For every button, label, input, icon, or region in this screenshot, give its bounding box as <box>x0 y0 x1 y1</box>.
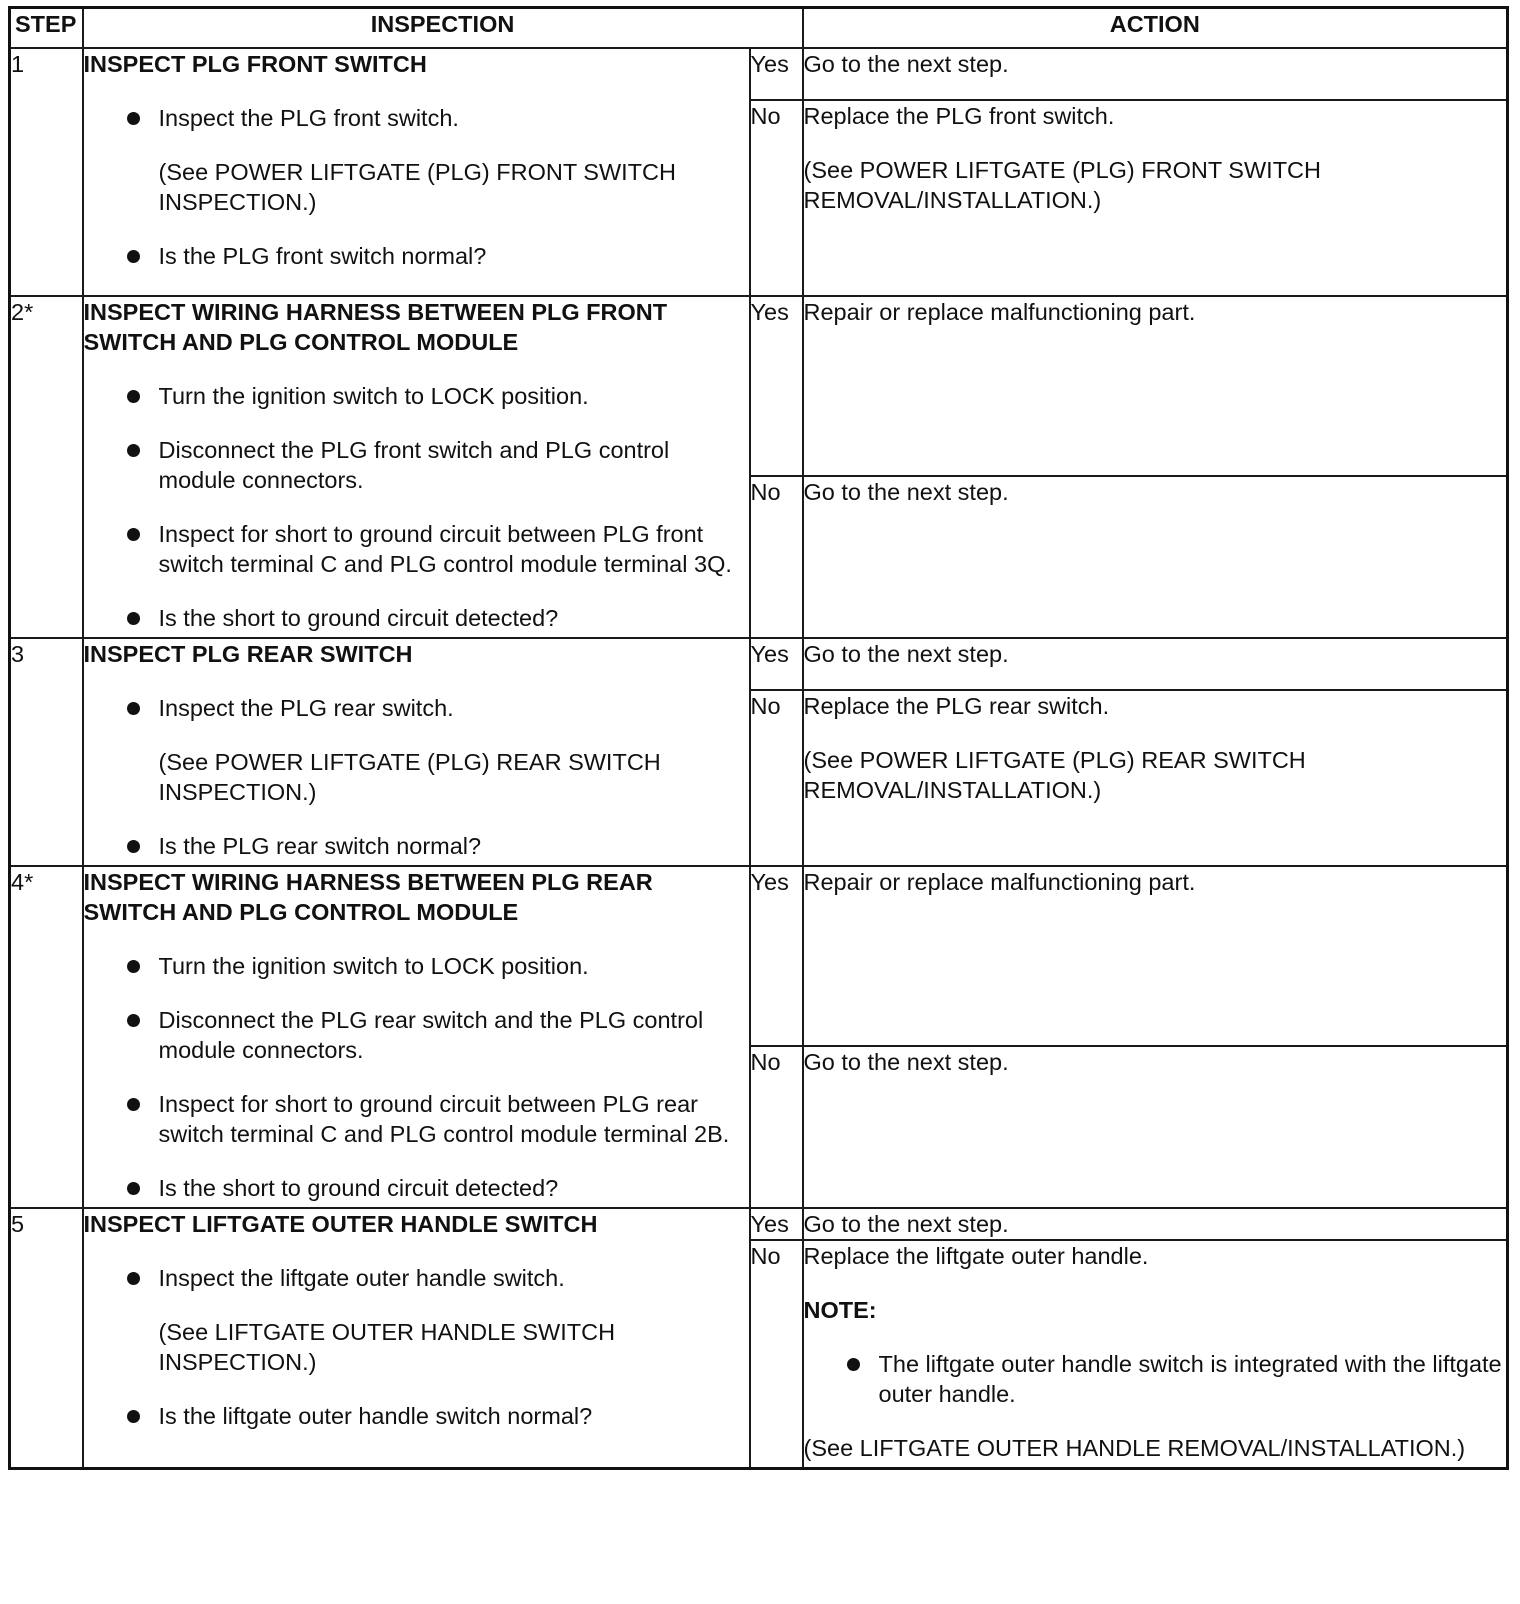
step-title: INSPECT LIFTGATE OUTER HANDLE SWITCH <box>83 1211 598 1237</box>
no-action: Go to the next step. <box>803 476 1508 638</box>
step-number: 2* <box>10 296 83 638</box>
no-action: Replace the PLG front switch. <box>803 103 1115 129</box>
yes-label: Yes <box>750 638 803 690</box>
inspection-list <box>84 1263 749 1431</box>
step-title: INSPECT WIRING HARNESS BETWEEN PLG FRONT SWITCH AND PLG CONTROL MODULE <box>83 299 668 355</box>
inspection-item: Disconnect the PLG rear switch and the PLG control module connectors. <box>159 1005 749 1065</box>
inspection-item: Turn the ignition switch to LOCK position. <box>159 951 749 981</box>
no-label: No <box>750 476 803 638</box>
inspection-item <box>159 1263 749 1377</box>
inspection-item: Turn the ignition switch to LOCK position. <box>159 381 749 411</box>
no-action: Replace the liftgate outer handle. <box>803 1243 1149 1269</box>
yes-action: Go to the next step. <box>803 1208 1508 1240</box>
inspection-list <box>84 951 749 1203</box>
inspection-item: Inspect for short to ground circuit between PLG rear switch terminal C and PLG control module terminal 2B. <box>159 1089 749 1149</box>
inspection-item: Disconnect the PLG front switch and PLG control module connectors. <box>159 435 749 495</box>
inspection-item: Inspect for short to ground circuit between PLG front switch terminal C and PLG control module terminal 3Q. <box>159 519 749 579</box>
yes-label: Yes <box>750 48 803 100</box>
no-action-cell <box>803 100 1508 296</box>
no-action: Replace the PLG rear switch. <box>803 693 1110 719</box>
inspection-item-text: Inspect the liftgate outer handle switch. <box>158 1265 565 1291</box>
no-label: No <box>750 1046 803 1208</box>
yes-label: Yes <box>750 1208 803 1240</box>
step-title: INSPECT PLG REAR SWITCH <box>83 641 413 667</box>
step-title: INSPECT WIRING HARNESS BETWEEN PLG REAR SWITCH AND PLG CONTROL MODULE <box>83 869 653 925</box>
note-label: NOTE: <box>803 1297 877 1323</box>
step-4-yes-row <box>10 866 1508 1046</box>
inspection-list <box>84 103 749 271</box>
yes-action: Repair or replace malfunctioning part. <box>803 866 1508 1046</box>
yes-action: Go to the next step. <box>803 638 1508 690</box>
step-5-yes-row <box>10 1208 1508 1240</box>
reference-text: (See LIFTGATE OUTER HANDLE SWITCH INSPECTION.) <box>158 1319 616 1375</box>
reference-text: (See POWER LIFTGATE (PLG) FRONT SWITCH INSPECTION.) <box>158 159 676 215</box>
step-3-yes-row <box>10 638 1508 690</box>
inspection-item <box>159 693 749 807</box>
header-action: ACTION <box>803 8 1508 49</box>
no-reference: (See LIFTGATE OUTER HANDLE REMOVAL/INSTALLATION.) <box>803 1435 1466 1461</box>
no-label: No <box>750 100 803 296</box>
header-step: STEP <box>10 8 83 49</box>
no-label: No <box>750 1240 803 1469</box>
inspection-item: Is the PLG front switch normal? <box>159 241 749 271</box>
inspection-item-text: Inspect the PLG front switch. <box>158 105 459 131</box>
step-1-yes-row <box>10 48 1508 100</box>
step-2-yes-row <box>10 296 1508 476</box>
step-number: 4* <box>10 866 83 1208</box>
diagnostic-procedure-table <box>8 6 1509 1470</box>
no-action: Go to the next step. <box>803 1046 1508 1208</box>
step-number: 1 <box>10 48 83 296</box>
inspection-item: Is the liftgate outer handle switch normal? <box>159 1401 749 1431</box>
inspection-list <box>84 381 749 633</box>
no-action-cell <box>803 1240 1508 1469</box>
step-number: 3 <box>10 638 83 866</box>
header-inspection: INSPECTION <box>83 8 803 49</box>
no-reference: (See POWER LIFTGATE (PLG) FRONT SWITCH REMOVAL/INSTALLATION.) <box>803 157 1321 213</box>
inspection-item: Is the short to ground circuit detected? <box>159 603 749 633</box>
step-title: INSPECT PLG FRONT SWITCH <box>83 51 427 77</box>
header-row <box>10 8 1508 49</box>
note-item: The liftgate outer handle switch is integrated with the liftgate outer handle. <box>879 1349 1507 1409</box>
note-list <box>804 1349 1507 1409</box>
inspection-item: Is the short to ground circuit detected? <box>159 1173 749 1203</box>
yes-label: Yes <box>750 866 803 1046</box>
step-number: 5 <box>10 1208 83 1469</box>
step-inspection <box>83 48 750 296</box>
inspection-item-text: Inspect the PLG rear switch. <box>158 695 454 721</box>
inspection-item <box>159 103 749 217</box>
inspection-list <box>84 693 749 861</box>
yes-action: Repair or replace malfunctioning part. <box>803 296 1508 476</box>
no-reference: (See POWER LIFTGATE (PLG) REAR SWITCH REMOVAL/INSTALLATION.) <box>803 747 1306 803</box>
no-action-cell <box>803 690 1508 866</box>
yes-label: Yes <box>750 296 803 476</box>
reference-text: (See POWER LIFTGATE (PLG) REAR SWITCH INSPECTION.) <box>158 749 661 805</box>
step-inspection <box>83 638 750 866</box>
step-inspection <box>83 296 750 638</box>
inspection-item: Is the PLG rear switch normal? <box>159 831 749 861</box>
step-inspection <box>83 866 750 1208</box>
no-label: No <box>750 690 803 866</box>
step-inspection <box>83 1208 750 1469</box>
yes-action: Go to the next step. <box>803 48 1508 100</box>
diagnostic-table-page <box>8 6 1506 1470</box>
